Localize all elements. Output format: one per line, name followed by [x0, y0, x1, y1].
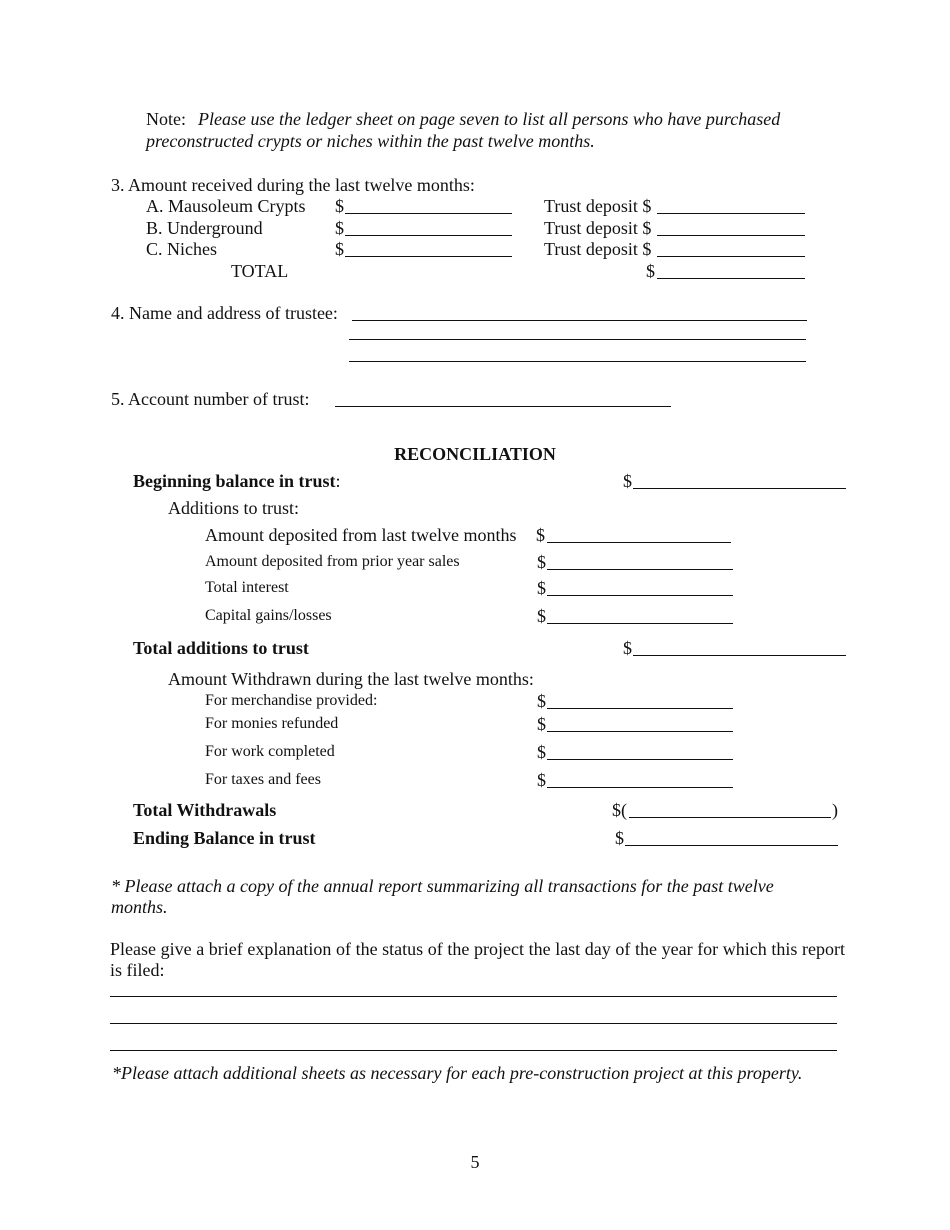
account-number-field[interactable]: [335, 406, 671, 407]
additions-label: Additions to trust:: [168, 498, 300, 518]
addition-last-twelve-months-label: Amount deposited from last twelve months: [205, 525, 517, 545]
total-additions-label: Total additions to trust: [133, 638, 309, 658]
explanation-field-2[interactable]: [110, 1023, 837, 1024]
total-withdrawals-prefix: $(: [612, 800, 627, 820]
total-withdrawals-field[interactable]: [629, 817, 831, 818]
total-withdrawals-label: Total Withdrawals: [133, 800, 277, 820]
dollar-sign: $: [623, 471, 632, 491]
withdrawn-label: Amount Withdrawn during the last twelve months:: [168, 669, 534, 689]
withdrawal-taxes-fees-field[interactable]: [547, 787, 733, 788]
dollar-sign: $: [537, 770, 546, 790]
dollar-sign: $: [536, 525, 545, 545]
beginning-balance-colon: :: [335, 471, 341, 491]
withdrawal-merchandise-label: For merchandise provided:: [205, 692, 378, 709]
explanation-field-3[interactable]: [110, 1050, 837, 1051]
underground-trust-deposit-field[interactable]: [657, 235, 805, 236]
trustee-name-field[interactable]: [352, 320, 807, 321]
withdrawal-taxes-fees-label: For taxes and fees: [205, 771, 321, 788]
dollar-sign: $: [335, 196, 344, 216]
explanation-prompt: Please give a brief explanation of the status of the project the last day of the year for which this report is filed:: [110, 939, 845, 980]
trustee-address-field-1[interactable]: [349, 339, 806, 340]
underground-amount-field[interactable]: [345, 235, 512, 236]
note-label: Note:: [146, 109, 186, 129]
dollar-sign: $: [537, 714, 546, 734]
niches-trust-deposit-field[interactable]: [657, 256, 805, 257]
dollar-sign: $: [646, 261, 655, 281]
niches-amount-field[interactable]: [345, 256, 512, 257]
account-number-label: 5. Account number of trust:: [111, 389, 310, 409]
withdrawal-work-completed-label: For work completed: [205, 743, 335, 760]
ending-balance-label: Ending Balance in trust: [133, 828, 316, 848]
ending-balance-field[interactable]: [625, 845, 838, 846]
withdrawal-work-completed-field[interactable]: [547, 759, 733, 760]
mausoleum-crypts-label: A. Mausoleum Crypts: [146, 196, 306, 216]
page-number: 5: [470, 1152, 480, 1172]
trust-deposit-label: Trust deposit $: [544, 239, 652, 259]
beginning-balance-row: [133, 472, 341, 490]
note-text-line1: Please use the ledger sheet on page seven to list all persons who have purchased: [198, 109, 781, 129]
dollar-sign: $: [335, 218, 344, 238]
dollar-sign: $: [537, 552, 546, 572]
dollar-sign: $: [623, 638, 632, 658]
trustee-address-field-2[interactable]: [349, 361, 806, 362]
underground-label: B. Underground: [146, 218, 263, 238]
beginning-balance-label: Beginning balance in trust: [133, 471, 336, 491]
addition-total-interest-label: Total interest: [205, 579, 289, 596]
dollar-sign: $: [537, 606, 546, 626]
total-label: TOTAL: [231, 261, 289, 281]
addition-capital-gains-field[interactable]: [547, 623, 733, 624]
trustee-label: 4. Name and address of trustee:: [111, 303, 338, 323]
dollar-sign: $: [537, 691, 546, 711]
reconciliation-heading: RECONCILIATION: [394, 444, 556, 464]
withdrawal-refunds-field[interactable]: [547, 731, 733, 732]
addition-prior-year-sales-field[interactable]: [547, 569, 733, 570]
note-text-line2: preconstructed crypts or niches within the past twelve months.: [146, 131, 595, 151]
dollar-sign: $: [537, 742, 546, 762]
withdrawal-refunds-label: For monies refunded: [205, 715, 339, 732]
dollar-sign: $: [615, 828, 624, 848]
addition-capital-gains-label: Capital gains/losses: [205, 607, 332, 624]
mausoleum-crypts-amount-field[interactable]: [345, 213, 512, 214]
beginning-balance-field[interactable]: [633, 488, 846, 489]
dollar-sign: $: [537, 578, 546, 598]
total-additions-field[interactable]: [633, 655, 846, 656]
addition-last-twelve-months-field[interactable]: [547, 542, 731, 543]
total-trust-deposit-field[interactable]: [657, 278, 805, 279]
section3-title: 3. Amount received during the last twelve months:: [111, 175, 475, 195]
trust-deposit-label: Trust deposit $: [544, 218, 652, 238]
dollar-sign: $: [335, 239, 344, 259]
addition-total-interest-field[interactable]: [547, 595, 733, 596]
total-withdrawals-suffix: ): [832, 800, 838, 820]
addition-prior-year-sales-label: Amount deposited from prior year sales: [205, 553, 460, 570]
footer-note: *Please attach additional sheets as necessary for each pre-construction project at this property.: [112, 1063, 803, 1083]
trust-deposit-label: Trust deposit $: [544, 196, 652, 216]
explanation-field-1[interactable]: [110, 996, 837, 997]
withdrawal-merchandise-field[interactable]: [547, 708, 733, 709]
attach-report-note: * Please attach a copy of the annual report summarizing all transactions for the past twelve months.: [111, 876, 774, 917]
mausoleum-crypts-trust-deposit-field[interactable]: [657, 213, 805, 214]
niches-label: C. Niches: [146, 239, 217, 259]
